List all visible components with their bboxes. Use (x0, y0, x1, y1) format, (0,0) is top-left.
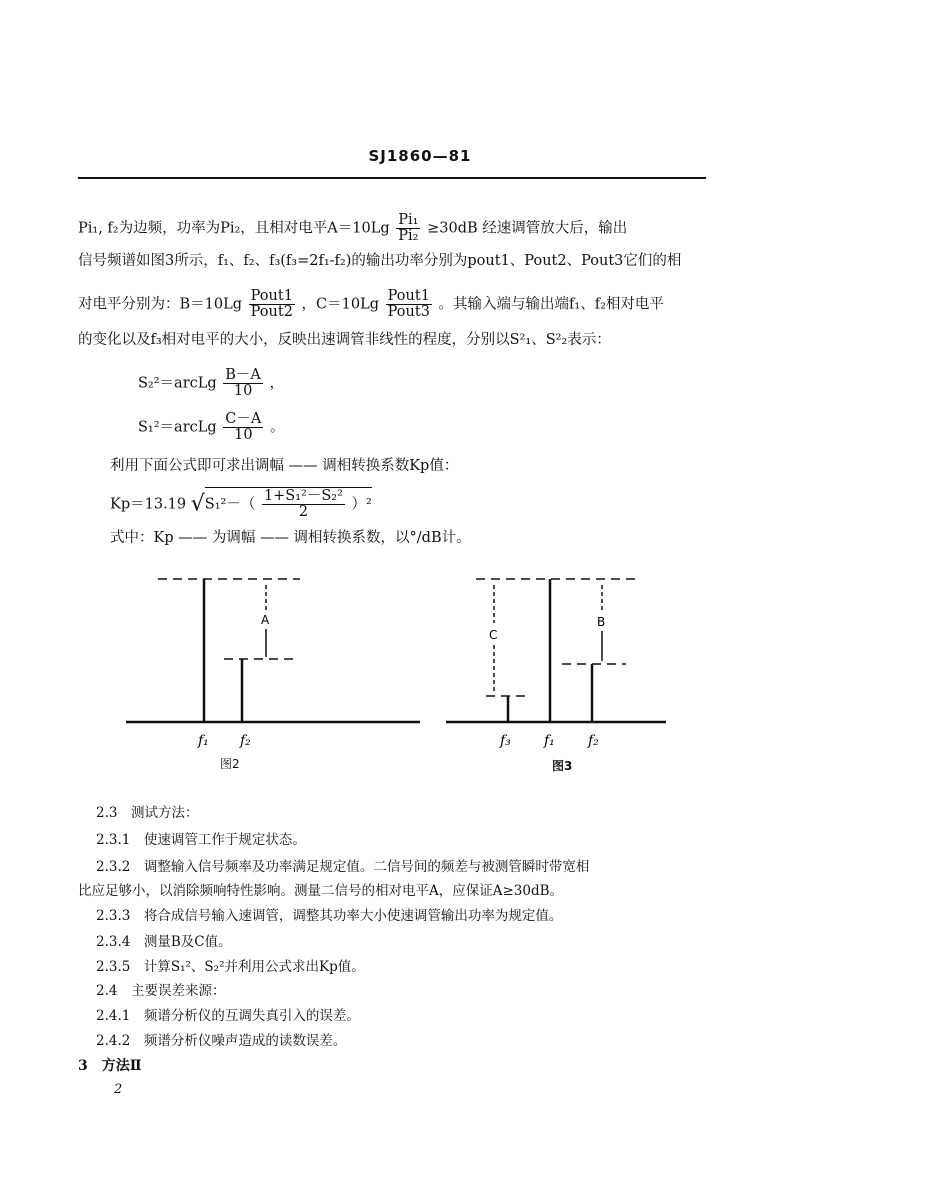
section-2-3-2: 2.3.2 调整输入信号频率及功率满足规定值。二信号间的频差与被测管瞬时带宽相 (96, 859, 590, 875)
fraction-b (249, 289, 295, 320)
fig2-caption: 图2 (220, 757, 240, 771)
kp-formula (110, 487, 372, 520)
kp-formula-numerator: 1+S₁²－S₂² (263, 488, 343, 504)
sqrt-body (205, 487, 372, 520)
kp-formula-denominator: 2 (298, 504, 309, 520)
kp-formula-lhs: Kp＝13.19 (110, 496, 187, 513)
equation-s1-numerator: C－A (225, 411, 262, 427)
para1-line4: 的变化以及f₃相对电平的大小，反映出速调管非线性的程度，分别以S²₁、S²₂表示： (78, 332, 611, 348)
page-number: 2 (114, 1082, 123, 1097)
equation-s2-denominator: 10 (233, 383, 253, 399)
document-code-header: SJ1860—81 (368, 147, 472, 165)
fraction-pi-denominator: Pi₂ (398, 228, 419, 244)
section-3-heading: 3 方法Ⅱ (78, 1058, 142, 1074)
para1-line3-text-a: 对电平分别为：B＝10Lg (78, 296, 243, 313)
para1-line1 (78, 213, 627, 244)
para1-line3-text-b: ，C＝10Lg (301, 296, 380, 313)
kp-formula-inner-a: S₁²－（ (204, 496, 256, 513)
equation-s2-end: ， (269, 375, 285, 392)
header-rule (78, 177, 706, 179)
section-2-3-3: 2.3.3 将合成信号输入速调管，调整其功率大小使速调管输出功率为规定值。 (96, 908, 563, 924)
section-2-3-2-cont: 比应足够小，以消除频响特性影响。测量二信号的相对电平A，应保证A≥30dB。 (78, 883, 564, 899)
fig2-label-a: A (261, 613, 270, 627)
fraction-c-numerator: Pout1 (387, 288, 430, 304)
section-2-3: 2.3 测试方法： (96, 805, 199, 821)
equation-s2-numerator: B－A (225, 367, 261, 383)
section-2-3-4: 2.3.4 测量B及C值。 (96, 934, 232, 950)
para1-line1-text-a: Pi₁, f₂为边频，功率为Pi₂，且相对电平A＝10Lg (78, 220, 390, 237)
fig2-tick-f1: f₁ (198, 733, 209, 749)
equation-s1-fraction (223, 412, 263, 443)
fig3-tick-f3: f₃ (500, 733, 511, 749)
para1-line3 (78, 289, 664, 320)
equation-s1-lhs: S₁²＝arcLg (138, 419, 217, 436)
kp-definition: 式中：Kp —— 为调幅 —— 调相转换系数，以°/dB计。 (110, 530, 471, 546)
fig3-caption: 图3 (552, 759, 573, 773)
section-2-4-2: 2.4.2 频谱分析仪噪声造成的读数误差。 (96, 1033, 347, 1049)
fraction-pi (396, 213, 420, 244)
equation-s1-end: 。 (269, 419, 285, 436)
equation-s1 (138, 412, 284, 443)
sqrt-sign: √ (190, 491, 205, 517)
equation-s2-lhs: S₂²＝arcLg (138, 375, 217, 392)
figure-3 (440, 565, 680, 775)
equation-s2 (138, 368, 284, 399)
fig3-tick-f2: f₂ (588, 733, 599, 749)
equation-s2-fraction (223, 368, 263, 399)
fraction-c (386, 289, 432, 320)
fig3-label-b: B (597, 615, 606, 629)
fraction-pi-numerator: Pi₁ (398, 212, 419, 228)
fig3-tick-f1: f₁ (544, 733, 555, 749)
para1-line1-text-b: ≥30dB 经速调管放大后，输出 (427, 220, 628, 237)
para1-line2: 信号频谱如图3所示，f₁、f₂、f₃(f₃=2f₁-f₂)的输出功率分别为pout1、Pout2、Pout3它们的相 (78, 253, 682, 269)
section-2-3-5: 2.3.5 计算S₁²、S₂²并利用公式求出Kp值。 (96, 959, 365, 975)
section-2-4-1: 2.4.1 频谱分析仪的互调失真引入的误差。 (96, 1008, 360, 1024)
para1-line3-text-c: 。其输入端与输出端f₁、f₂相对电平 (438, 296, 664, 313)
fraction-c-denominator: Pout3 (387, 304, 430, 320)
kp-formula-fraction (262, 489, 345, 520)
fig3-label-c: C (489, 628, 498, 642)
equation-s1-denominator: 10 (234, 427, 253, 443)
kp-formula-inner-b: ）² (351, 496, 372, 513)
fraction-b-numerator: Pout1 (250, 288, 293, 304)
figure-2 (120, 565, 430, 775)
fraction-b-denominator: Pout2 (250, 304, 293, 320)
section-2-3-1: 2.3.1 使速调管工作于规定状态。 (96, 832, 306, 848)
fig2-tick-f2: f₂ (240, 733, 251, 749)
kp-intro: 利用下面公式即可求出调幅 —— 调相转换系数Kp值： (110, 458, 459, 474)
section-2-4: 2.4 主要误差来源： (96, 983, 226, 999)
